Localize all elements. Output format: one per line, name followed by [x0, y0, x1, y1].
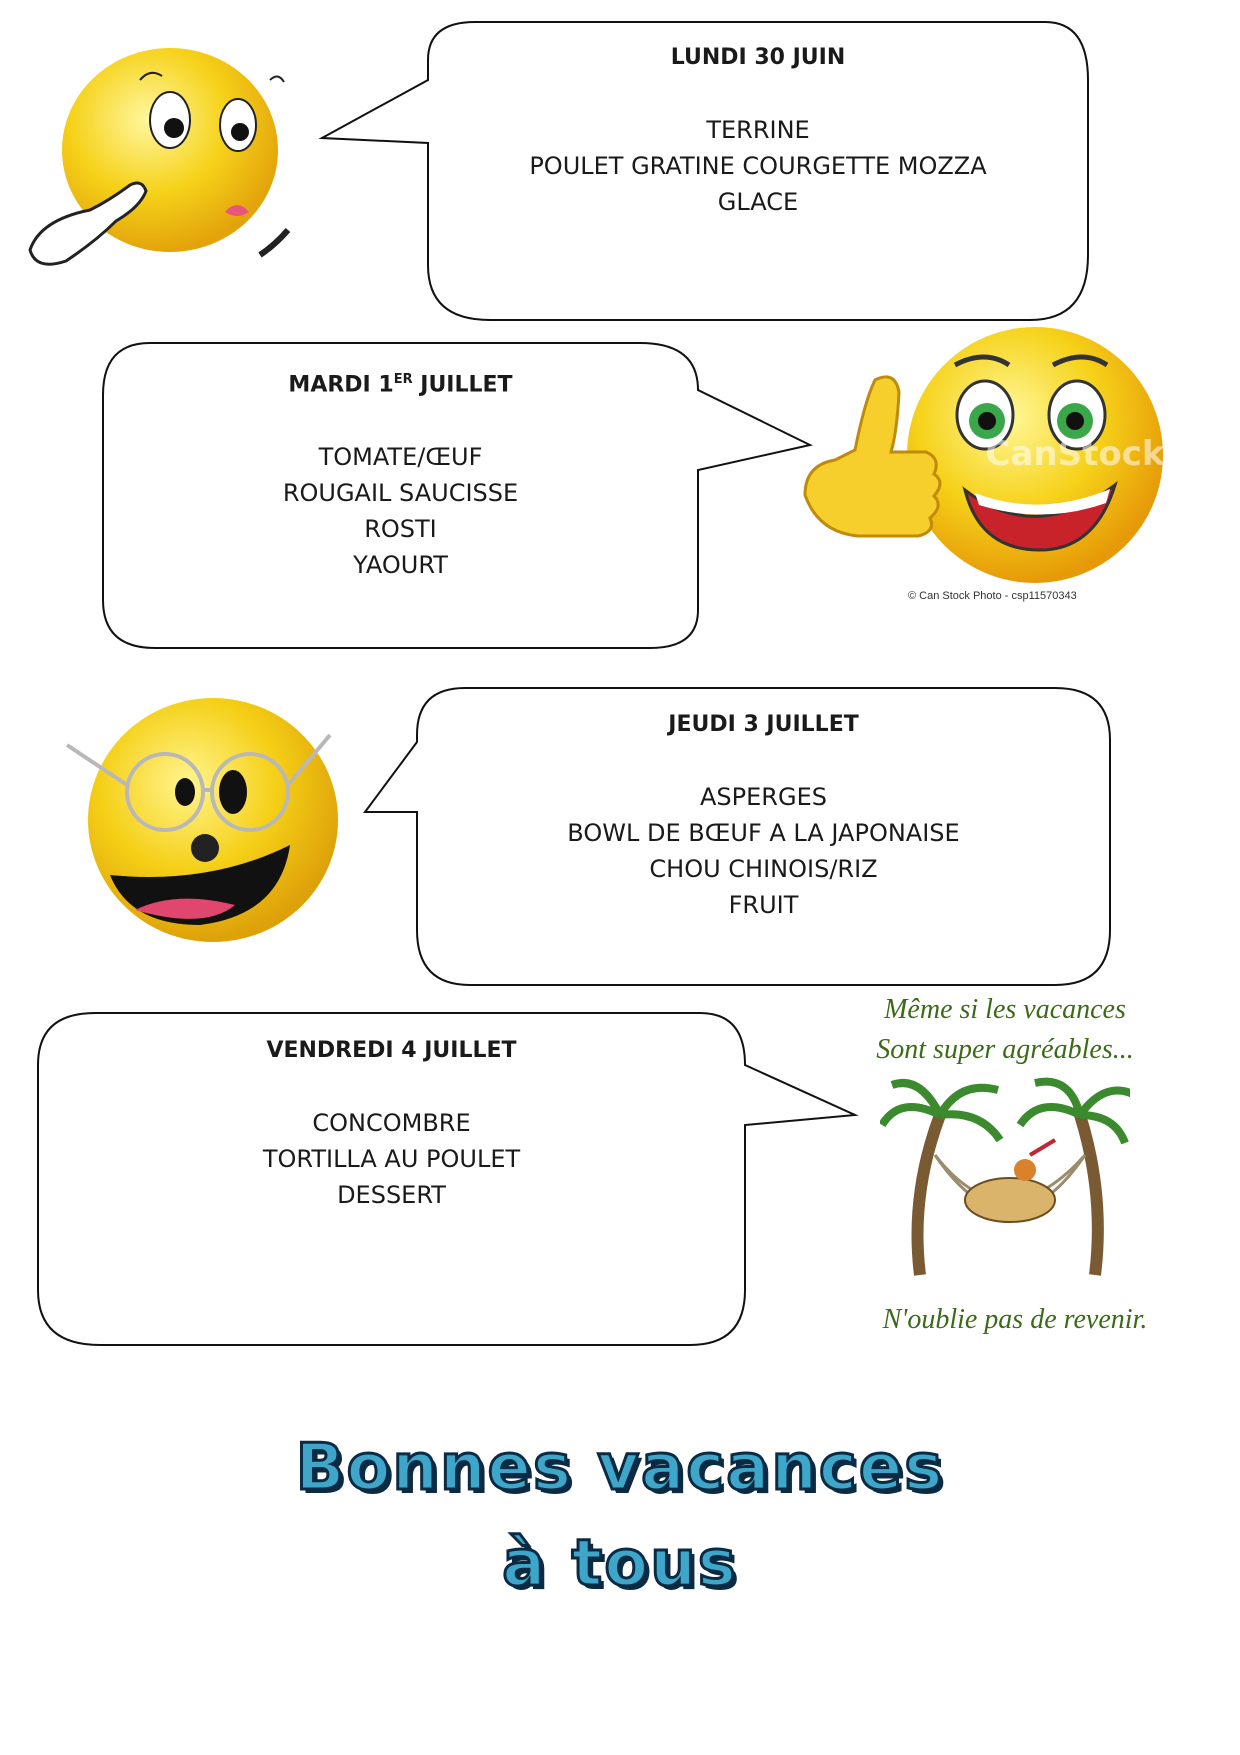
vacation-line-2: Sont super agréables...	[876, 1034, 1134, 1065]
menu-item: DESSERT	[337, 1181, 446, 1209]
menu-item: ASPERGES	[700, 783, 827, 811]
vacation-card-top-text	[850, 990, 1160, 1070]
menu-item: BOWL DE BŒUF A LA JAPONAISE	[567, 819, 960, 847]
menu-item: YAOURT	[353, 551, 448, 580]
menu-monday	[428, 40, 1088, 220]
hammock-palm-trees-illustration	[880, 1075, 1130, 1285]
day-title-suffix: JUILLET	[412, 372, 513, 398]
menu-friday	[38, 1033, 745, 1213]
thumbs-up-emoji-icon	[795, 325, 1190, 595]
menu-item: TOMATE/ŒUF	[318, 443, 483, 472]
glasses-emoji-icon	[65, 690, 345, 950]
day-title	[103, 362, 698, 403]
thinking-emoji-icon	[20, 40, 300, 280]
day-title-prefix: MARDI 1	[288, 372, 394, 398]
watermark-text: CanStock	[985, 434, 1165, 474]
banner-line-1: Bonnes vacances	[295, 1431, 945, 1505]
menu-tuesday	[103, 362, 698, 583]
holiday-banner	[200, 1420, 1040, 1612]
menu-item: ROSTI	[364, 515, 437, 544]
menu-item: TORTILLA AU POULET	[262, 1145, 521, 1173]
day-title: LUNDI 30 JUIN	[670, 45, 846, 70]
day-title-sup: ER	[393, 372, 413, 387]
menu-thursday	[417, 707, 1110, 923]
menu-item: CONCOMBRE	[312, 1109, 471, 1137]
menu-item: POULET GRATINE COURGETTE MOZZA	[529, 152, 987, 180]
day-title: JEUDI 3 JUILLET	[668, 712, 859, 737]
menu-item: CHOU CHINOIS/RIZ	[649, 855, 878, 883]
day-title: VENDREDI 4 JUILLET	[266, 1038, 517, 1063]
image-credit: © Can Stock Photo - csp11570343	[908, 590, 1077, 602]
menu-item: ROUGAIL SAUCISSE	[282, 479, 519, 508]
menu-item: FRUIT	[728, 891, 799, 919]
vacation-card-bottom-text: N'oublie pas de revenir.	[882, 1304, 1148, 1335]
banner-line-2: à tous	[502, 1527, 738, 1601]
menu-item: TERRINE	[706, 116, 810, 144]
menu-item: GLACE	[717, 188, 799, 216]
vacation-line-1: Même si les vacances	[884, 994, 1126, 1025]
